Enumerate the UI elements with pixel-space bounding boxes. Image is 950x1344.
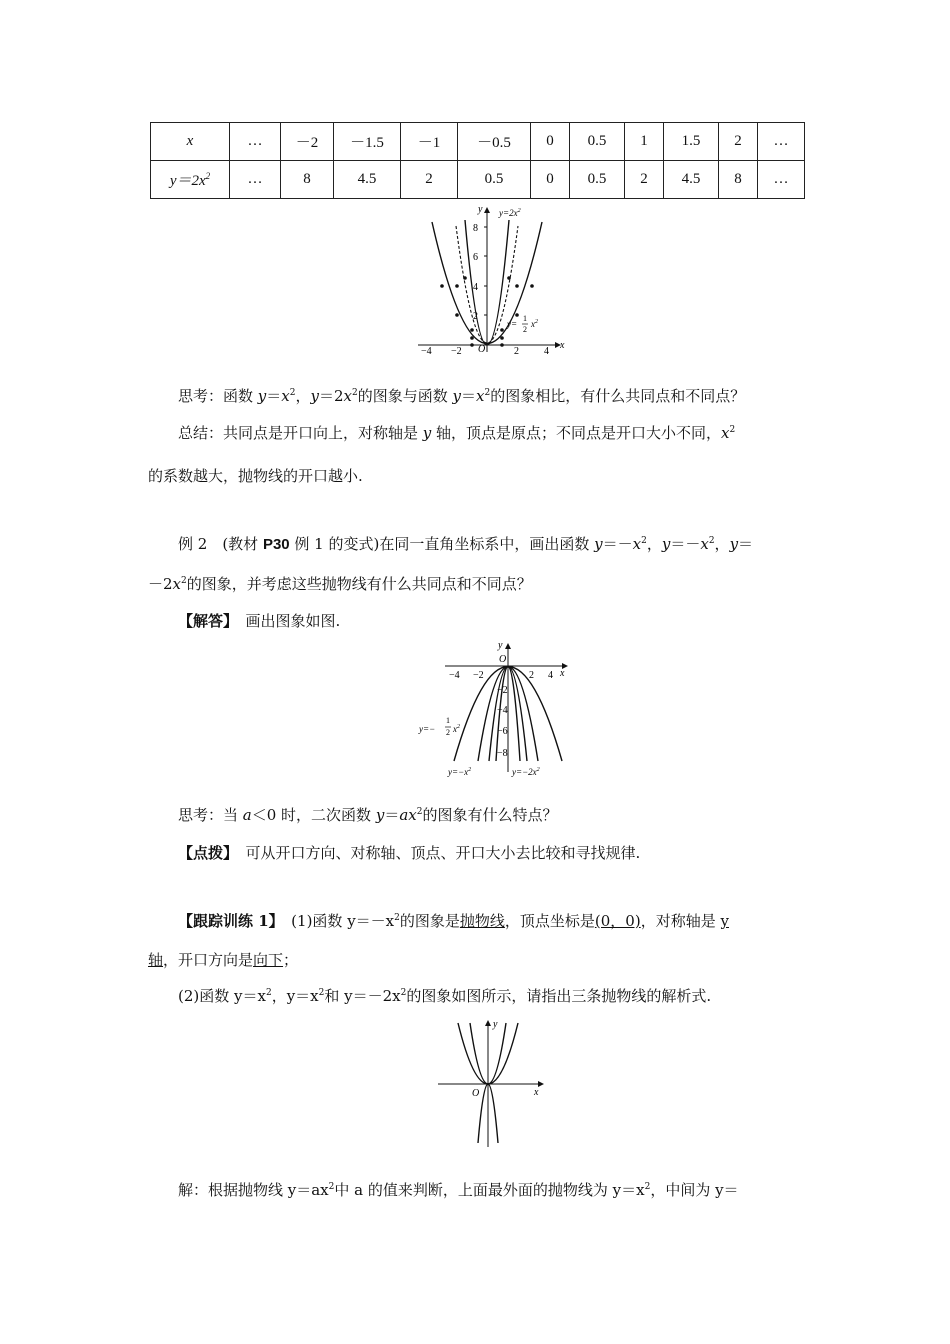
hint-line: 【点拨】 可从开口方向、对称轴、顶点、开口大小去比较和寻找规律. — [178, 844, 641, 862]
summary-paragraph: 总结：共同点是开口向上，对称轴是 y 轴，顶点是原点；不同点是开口大小不同，$x^2$ — [178, 424, 736, 442]
y-tick: −8 — [497, 748, 508, 759]
origin-label: O — [472, 1088, 480, 1099]
x-axis-label: x — [560, 340, 565, 351]
table-cell: 0.5 — [570, 161, 625, 199]
table-cell: 2 — [625, 161, 664, 199]
table-cell: … — [230, 161, 281, 199]
practice-1: 【跟踪训练 1】 (1)函数 $y=-x^2$的图象是抛物线，顶点坐标是(0，0)，对称轴是 y — [178, 912, 729, 930]
y-tick: 2 — [473, 311, 478, 322]
x-tick: 4 — [548, 670, 553, 681]
table-header-x: x — [151, 123, 230, 161]
practice-1-cont: 轴，开口方向是向下； — [148, 951, 299, 969]
x-tick: −2 — [451, 346, 462, 357]
x-axis-label: x — [560, 668, 565, 679]
frac-den: 2 — [523, 325, 527, 334]
table-cell: … — [758, 161, 805, 199]
x-tick: −2 — [473, 670, 484, 681]
label-neg-2x2: $y=-2x^2$ — [512, 767, 540, 777]
answer-line: 【解答】 画出图象如图. — [178, 612, 341, 630]
solution-line: 解：根据抛物线 $y=ax^2$中 a 的值来判断，上面最外面的抛物线为 $y=x^2$，中间为 y＝ — [178, 1181, 739, 1199]
x-tick: 2 — [514, 346, 519, 357]
summary-paragraph-cont: 的系数越大，抛物线的开口越小. — [148, 467, 363, 485]
frac-num: 1 — [446, 716, 450, 725]
example-2-heading: 例 2 (教材 P30 例 1 的变式)在同一直角坐标系中，画出函数 $y=-x^2$，$y=-x^2$，y＝ — [178, 535, 754, 553]
frac-den: 2 — [446, 728, 450, 737]
label-x: $x^2$ — [531, 319, 538, 329]
table-cell: 4.5 — [334, 161, 401, 199]
table-cell: 1.5 — [664, 123, 719, 161]
parabola-figure-3 — [435, 1015, 550, 1150]
table-header-y: $y=2x^2$ — [151, 161, 230, 199]
table-cell: －1 — [401, 123, 458, 161]
example-2-cont: $-2x^2$的图象，并考虑这些抛物线有什么共同点和不同点？ — [148, 575, 532, 593]
parabola-figure-1 — [410, 202, 575, 357]
think-paragraph-1: 思考：函数 $y=x^2$，$y=2x^2$的图象与函数 $y=x^2$的图象相比，有什么共同点和不同点？ — [178, 387, 746, 405]
x-tick: 4 — [544, 346, 549, 357]
table-cell: 0 — [531, 161, 570, 199]
think-paragraph-2: 思考：当 a＜0 时，二次函数 $y=ax^2$的图象有什么特点？ — [178, 806, 558, 824]
table-cell: 2 — [401, 161, 458, 199]
label-y-2x2: $y=2x^2$ — [499, 208, 521, 218]
table-cell: 1 — [625, 123, 664, 161]
table-cell: … — [230, 123, 281, 161]
y-axis-label: y — [493, 1019, 498, 1030]
origin-label: O — [499, 654, 507, 665]
label-neg-half-x2: y=− — [419, 724, 436, 734]
table-row — [151, 161, 805, 199]
y-tick: 8 — [473, 223, 478, 234]
y-axis-label: y — [478, 204, 483, 215]
table-cell: 0 — [531, 123, 570, 161]
table-cell: －0.5 — [458, 123, 531, 161]
table-cell: 0.5 — [570, 123, 625, 161]
table-cell: －1.5 — [334, 123, 401, 161]
y-axis-label: y — [498, 640, 503, 651]
table-cell: 8 — [719, 161, 758, 199]
origin-label: O — [478, 344, 486, 355]
label-neg-x2: $y=-x^2$ — [448, 767, 472, 777]
table-cell: … — [758, 123, 805, 161]
table-cell: 2 — [719, 123, 758, 161]
x-tick: −4 — [449, 670, 460, 681]
y-tick: 4 — [473, 282, 478, 293]
table-cell: 4.5 — [664, 161, 719, 199]
table-cell: 8 — [281, 161, 334, 199]
x-axis-label: x — [534, 1087, 539, 1098]
y-tick: −6 — [497, 726, 508, 737]
parabola-figure-2 — [415, 638, 575, 783]
table-row — [151, 123, 805, 161]
y-tick: 6 — [473, 252, 478, 263]
frac-num: 1 — [523, 314, 527, 323]
label-x: $x^2$ — [453, 724, 460, 734]
table-cell: －2 — [281, 123, 334, 161]
table-cell: 0.5 — [458, 161, 531, 199]
label-y-half-x2: y= — [507, 319, 518, 329]
x-tick: −4 — [421, 346, 432, 357]
practice-2: (2)函数 $y=x^2$，$y=x^2$和 $y=-2x^2$的图象如图所示，请指出三条抛物线的解析式. — [178, 987, 712, 1005]
value-table — [150, 122, 805, 199]
x-tick: 2 — [529, 670, 534, 681]
y-tick: −2 — [497, 685, 508, 696]
y-tick: −4 — [497, 705, 508, 716]
